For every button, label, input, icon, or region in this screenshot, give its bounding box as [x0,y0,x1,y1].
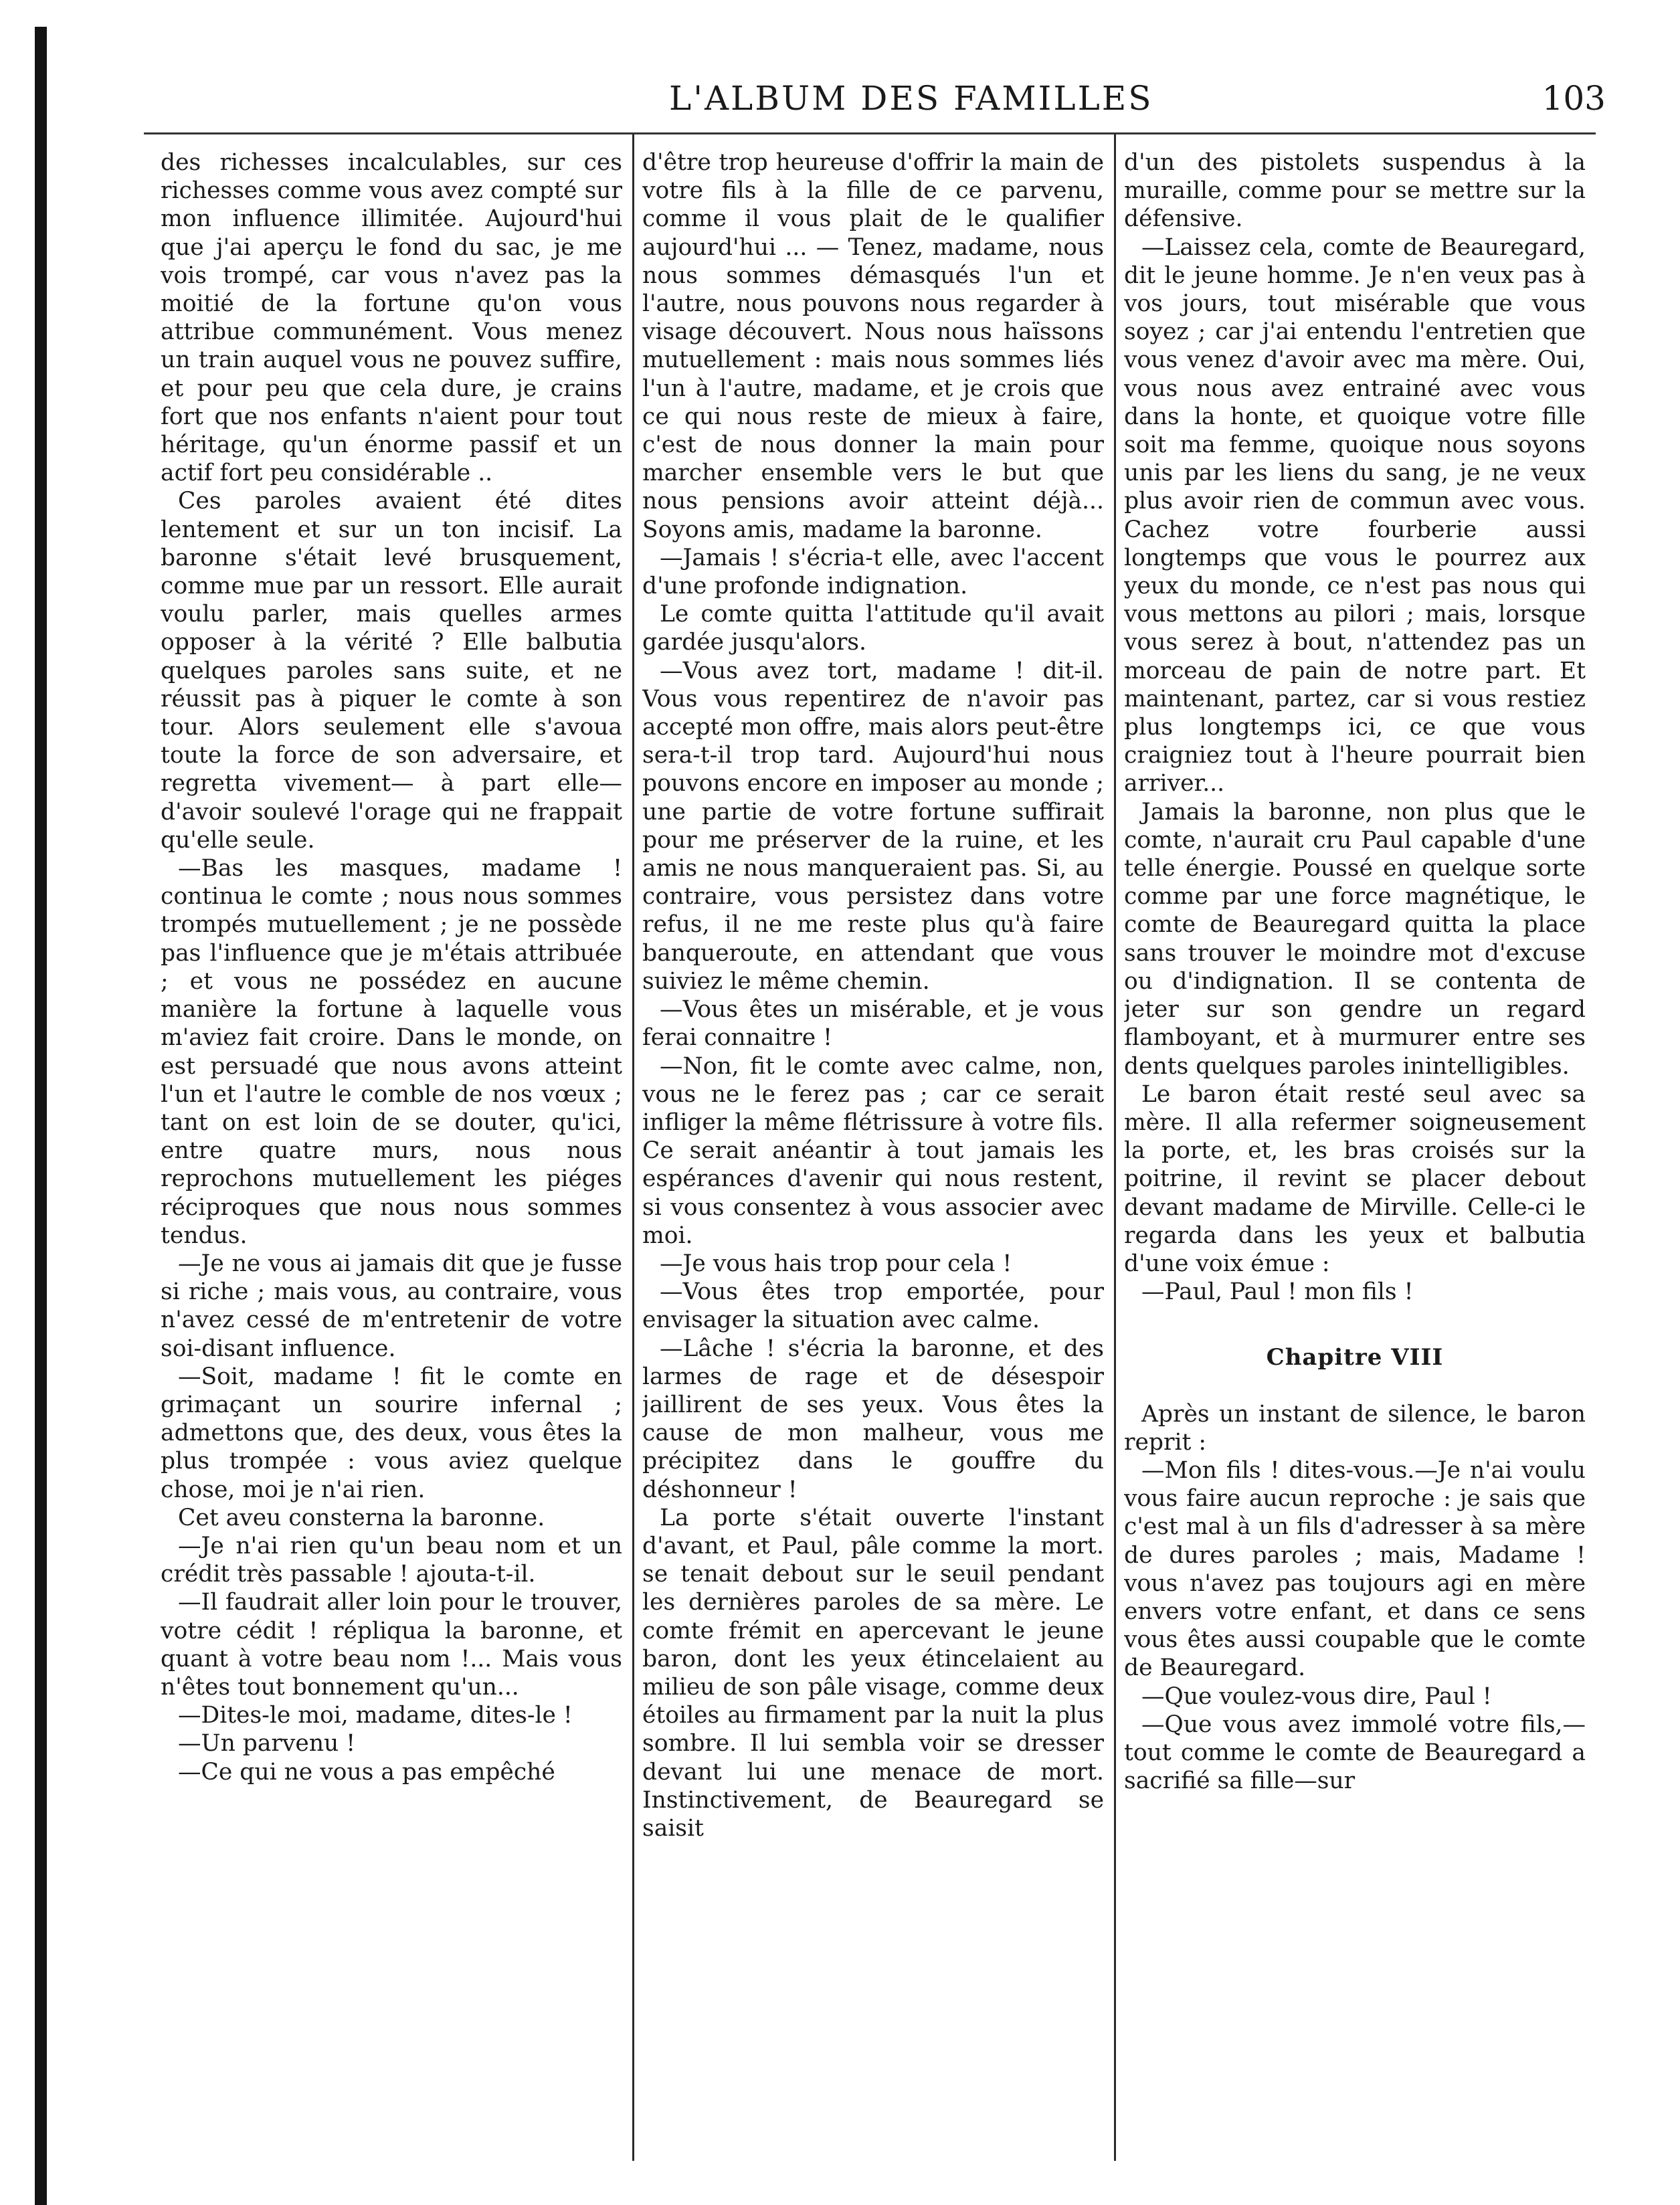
paragraph: —Bas les masques, madame ! continua le comte ; nous nous sommes trompés mutuellement ; je ne possède pas l'influence que je m'étais attribuée ; et vous ne possédez en aucune manière la fortune à laquelle vous m'aviez fait croire. Dans le monde, on est persuadé que nous avons atteint l'un et l'autre le comble de nos vœux ; tant on est loin de se douter, qu'ici, entre quatre murs, nous nous reprochons mutuellement les piéges réciproques que nous nous sommes tendus. [161,855,622,1249]
paragraph: —Soit, madame ! fit le comte en grimaçant un sourire infernal ; admettons que, des deux, vous êtes la plus trompée : vous aviez quelque chose, moi je n'ai rien. [161,1363,622,1503]
paragraph: des richesses incalculables, sur ces richesses comme vous avez compté sur mon influence illimitée. Aujourd'hui que j'ai aperçu le fond du sac, je me vois trompé, car vous n'avez pas la moitié de la fortune qu'on vous attribue communément. Vous menez un train auquel vous ne pouvez suffire, et pour peu que cela dure, je crains fort que nos enfants n'aient pour tout héritage, qu'un énorme passif et un actif fort peu considérable .. [161,149,622,487]
paragraph: —Il faudrait aller loin pour le trouver, votre cédit ! répliqua la baronne, et quant à votre beau nom !... Mais vous n'êtes tout bonnement qu'un... [161,1589,622,1701]
paragraph: —Non, fit le comte avec calme, non, vous ne le ferez pas ; car ce serait infliger la même flétrissure à votre fils. Ce serait anéantir à tout jamais les espérances d'avenir qui nous restent, si vous consentez à vous associer avec moi. [642,1052,1104,1249]
paragraph: d'un des pistolets suspendus à la muraille, comme pour se mettre sur la défensive. [1124,149,1586,233]
paragraph: —Vous êtes trop emportée, pour envisager la situation avec calme. [642,1278,1104,1334]
column-divider [1114,134,1116,2161]
header-rule [144,132,1596,134]
text-column-2 [642,149,1104,2149]
publication-title: L'ALBUM DES FAMILLES [669,79,1153,118]
paragraph: —Que vous avez immolé votre fils,—tout comme le comte de Beauregard a sacrifié sa fille—sur [1124,1711,1586,1795]
paragraph: —Mon fils ! dites-vous.—Je n'ai voulu vous faire aucun reproche : je sais que c'est mal à un fils d'adresser à sa mère de dures paroles ; mais, Madame ! vous n'avez pas toujours agi en mère envers votre enfant, et dans ce sens vous êtes aussi coupable que le comte de Beauregard. [1124,1456,1586,1682]
page-number: 103 [1542,79,1606,118]
page-header [154,79,1606,126]
paragraph: —Vous avez tort, madame ! dit-il. Vous vous repentirez de n'avoir pas accepté mon offre, mais alors peut-être sera-t-il trop tard. Aujourd'hui nous pouvons encore en imposer au monde ; une partie de votre fortune suffirait pour me préserver de la ruine, et les amis ne nous manqueraient pas. Si, au contraire, vous persistez dans votre refus, il ne me reste plus qu'à faire banqueroute, en attendant que vous suiviez le même chemin. [642,657,1104,995]
text-column-3 [1124,149,1586,2149]
paragraph: —Je vous hais trop pour cela ! [660,1250,1012,1277]
paragraph: Cet aveu consterna la baronne. [178,1504,545,1531]
paragraph: —Ce qui ne vous a pas empêché [178,1758,555,1786]
paragraph: —Je n'ai rien qu'un beau nom et un crédit très passable ! ajouta-t-il. [161,1532,622,1588]
paragraph: —Laissez cela, comte de Beauregard, dit le jeune homme. Je n'en veux pas à vos jours, tout misérable que vous soyez ; car j'ai entendu l'entretien que vous venez d'avoir avec ma mère. Oui, vous nous avez entrainé avec vous dans la honte, et quoique votre fille soit ma femme, quoique nous soyons unis par les liens du sang, je ne veux plus avoir rien de commun avec vous. Cachez votre fourberie aussi longtemps que vous le pourrez aux yeux du monde, ce n'est pas nous qui vous mettons au pilori ; mais, lorsque vous serez à bout, n'attendez pas un morceau de pain de notre part. Et maintenant, partez, car si vous restiez plus longtemps ici, ce que vous craigniez tout à l'heure pourrait bien arriver... [1124,233,1586,797]
paragraph: Jamais la baronne, non plus que le comte, n'aurait cru Paul capable d'une telle énergie. Poussé en quelque sorte comme par une force magnétique, le comte de Beauregard quitta la place sans trouver le moindre mot d'excuse ou d'indignation. Il se contenta de jeter sur son gendre un regard flamboyant, et à murmurer entre ses dents quelques paroles inintelligibles. [1124,798,1586,1080]
paragraph: —Je ne vous ai jamais dit que je fusse si riche ; mais vous, au contraire, vous n'avez cessé de m'entretenir de votre soi-disant influence. [161,1250,622,1362]
paragraph: Le comte quitta l'attitude qu'il avait gardée jusqu'alors. [642,601,1104,656]
paragraph: Ces paroles avaient été dites lentement et sur un ton incisif. La baronne s'était levé brusquement, comme mue par un ressort. Elle aurait voulu parler, mais quelles armes opposer à la vérité ? Elle balbutia quelques paroles sans suite, et ne réussit pas à piquer le comte à son tour. Alors seulement elle s'avoua toute la force de son adversaire, et regretta vivement— à part elle—d'avoir soulevé l'orage qui ne frappait qu'elle seule. [161,488,622,854]
paragraph: —Que voulez-vous dire, Paul ! [1141,1683,1492,1710]
paragraph: —Paul, Paul ! mon fils ! [1141,1278,1414,1306]
paragraph: d'être trop heureuse d'offrir la main de votre fils à la fille de ce parvenu, comme il vous plait de le qualifier aujourd'hui ... — Tenez, madame, nous nous sommes démasqués l'un et l'autre, nous pouvons nous regarder à visage découvert. Nous nous haïssons mutuellement : mais nous sommes liés l'un à l'autre, madame, et je crois que ce qui nous reste de mieux à faire, c'est de nous donner la main pour marcher ensemble vers le but que nous pensions avoir atteint déjà... Soyons amis, madame la baronne. [642,149,1104,543]
paragraph: —Dites-le moi, madame, dites-le ! [178,1702,573,1729]
paragraph: —Lâche ! s'écria la baronne, et des larmes de rage et de désespoir jaillirent de ses yeux. Vous êtes la cause de mon malheur, vous me précipitez dans le gouffre du déshonneur ! [642,1335,1104,1503]
binding-edge [35,27,47,2205]
chapter-heading: Chapitre VIII [1266,1344,1444,1371]
paragraph: La porte s'était ouverte l'instant d'avant, et Paul, pâle comme la mort. se tenait debout sur le seuil pendant les dernières paroles de sa mère. Le comte frémit en apercevant le jeune baron, dont les yeux étincelaient au milieu de son pâle visage, comme deux étoiles au firmament par la nuit la plus sombre. Il lui sembla voir se dresser devant lui une menace de mort. Instinctivement, de Beauregard se saisit [642,1504,1104,1842]
column-divider [632,134,634,2161]
paragraph: —Jamais ! s'écria-t elle, avec l'accent d'une profonde indignation. [642,544,1104,600]
text-column-1 [161,149,622,2149]
paragraph: —Vous êtes un misérable, et je vous ferai connaitre ! [642,996,1104,1052]
paragraph: Le baron était resté seul avec sa mère. Il alla refermer soigneusement la porte, et, les bras croisés sur la poitrine, il revint se placer debout devant madame de Mirville. Celle-ci le regarda dans les yeux et balbutia d'une voix émue : [1124,1080,1586,1277]
paragraph: —Un parvenu ! [178,1730,356,1757]
paragraph: Après un instant de silence, le baron reprit : [1124,1400,1586,1456]
